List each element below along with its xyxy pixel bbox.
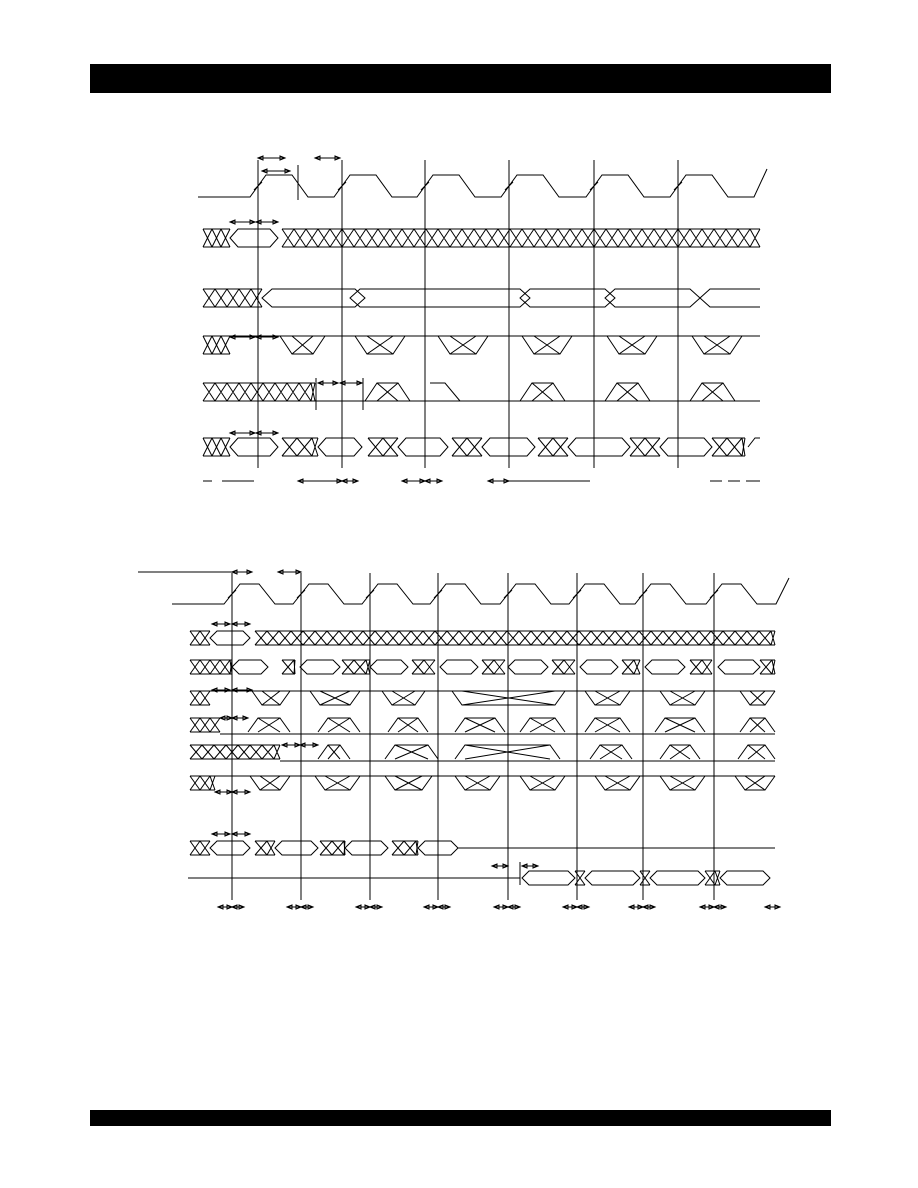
- row6-dontcare-4: [452, 438, 482, 456]
- r8-valid-0: [522, 871, 575, 885]
- r5-pulse-1-hatch: [395, 745, 428, 759]
- r4-pulse-6-hatch: [665, 718, 695, 732]
- r8-valid-1: [585, 871, 640, 885]
- r1-dontcare-b: [255, 631, 775, 645]
- r5-pulse-4-hatch: [670, 745, 690, 759]
- r6-pulse-5-hatch: [605, 776, 630, 790]
- row5-pulse-2-hatch: [617, 383, 638, 401]
- r3-pulse-0-hatch: [262, 691, 280, 705]
- r4-pulse-5-hatch: [595, 718, 620, 732]
- row5-pulse-0-hatch: [377, 383, 398, 401]
- row2-valid: [230, 229, 278, 247]
- r2-valid-8: [508, 660, 548, 674]
- r4-pulse-1-hatch: [328, 718, 350, 732]
- r3-pulse-5-hatch: [670, 691, 695, 705]
- r2-valid-2: [300, 660, 340, 674]
- row6-valid-3: [398, 438, 448, 456]
- row3-dontcare: [203, 289, 262, 307]
- r4-pulse-2-hatch: [398, 718, 418, 732]
- row6-valid-7: [568, 438, 630, 456]
- row5-pulse-3-hatch: [702, 383, 723, 401]
- row4-dontcare: [203, 336, 230, 354]
- row5-dontcare: [203, 383, 315, 401]
- r3-pulse-2-hatch: [392, 691, 415, 705]
- r6-dontcare: [190, 776, 215, 790]
- r2-valid-4: [370, 660, 408, 674]
- row6-valid: [230, 438, 278, 456]
- r8-dontcare-2: [705, 871, 720, 885]
- row4-pulse-0-hatch: [292, 336, 313, 354]
- r1-valid: [210, 631, 250, 645]
- r2-dontcare-9: [552, 660, 575, 674]
- r2-valid-10: [580, 660, 618, 674]
- r2-valid-6: [440, 660, 478, 674]
- row6-dontcare-0: [282, 438, 318, 456]
- r8-valid-2: [650, 871, 705, 885]
- r3-pulse-6-hatch: [750, 691, 765, 705]
- row3-tail: [700, 289, 760, 307]
- r2-dontcare-3: [342, 660, 370, 674]
- r2-valid-12: [645, 660, 685, 674]
- row6-valid-1: [318, 438, 362, 456]
- r7-dontcare-a: [190, 841, 210, 855]
- r2-dontcare: [190, 660, 232, 674]
- r6-pulse-3-hatch: [465, 776, 490, 790]
- row4-pulse-1-hatch: [367, 336, 393, 354]
- row5-pulse-1-hatch: [532, 383, 553, 401]
- r3-dontcare: [190, 691, 210, 705]
- r8-dontcare-1: [640, 871, 650, 885]
- row2-dontcare-b: [282, 229, 760, 247]
- row4-pulse-4-hatch: [619, 336, 645, 354]
- row6-valid-9: [660, 438, 712, 456]
- r6-pulse-2-hatch: [395, 776, 422, 790]
- r6-pulse-1-hatch: [325, 776, 350, 790]
- clock-signal: [172, 578, 789, 604]
- row5-edge: [430, 383, 460, 401]
- r2-valid-0: [232, 660, 268, 674]
- r6-pulse-6-hatch: [670, 776, 695, 790]
- row4-pulse-3-hatch: [534, 336, 560, 354]
- r3-pulse-4-hatch: [595, 691, 620, 705]
- r2-dontcare-1: [282, 660, 295, 674]
- row6-tail: [748, 438, 760, 447]
- r7-dontcare-0: [255, 841, 275, 855]
- r5-pulse-0-hatch: [328, 745, 340, 759]
- timing-diagram-1: [198, 156, 767, 483]
- r5-dontcare: [190, 745, 280, 759]
- r2-dontcare-11: [622, 660, 640, 674]
- r1-dontcare-a: [190, 631, 210, 645]
- row6-dontcare-6: [538, 438, 568, 456]
- r7-dontcare-2: [320, 841, 345, 855]
- r2-dontcare-15: [760, 660, 775, 674]
- timing-diagram-2: [138, 570, 789, 909]
- r4-pulse-4-hatch: [530, 718, 555, 732]
- r6-pulse-0-hatch: [260, 776, 280, 790]
- row6-dontcare-2: [368, 438, 398, 456]
- row4-pulse-5-hatch: [704, 336, 730, 354]
- r4-dontcare: [190, 718, 220, 732]
- r2-dontcare-13: [690, 660, 712, 674]
- r7-valid: [210, 841, 250, 855]
- row6-dontcare-8: [630, 438, 660, 456]
- r6-pulse-4-hatch: [530, 776, 555, 790]
- row3-valid-4: [605, 289, 700, 307]
- r7-valid-3: [345, 841, 388, 855]
- r2-dontcare-7: [482, 660, 505, 674]
- r2-valid-14: [718, 660, 760, 674]
- r7-dontcare-4: [392, 841, 418, 855]
- r7-valid-1: [275, 841, 318, 855]
- r2-dontcare-5: [412, 660, 435, 674]
- row3-valid-2: [350, 289, 530, 307]
- r3-pulse-1-hatch: [320, 691, 350, 705]
- row2-dontcare-a: [203, 229, 230, 247]
- r4-pulse-7-hatch: [750, 718, 765, 732]
- r5-pulse-3-hatch: [600, 745, 622, 759]
- page-footer-bar: [90, 1110, 831, 1126]
- row6-dontcare: [203, 438, 230, 456]
- r4-pulse-3-hatch: [465, 718, 495, 732]
- row3-valid-3: [520, 289, 615, 307]
- r4-pulse-0-hatch: [258, 718, 280, 732]
- r5-pulse-5-hatch: [748, 745, 765, 759]
- row6-dontcare-10: [712, 438, 745, 456]
- r8-valid-3: [720, 871, 770, 885]
- r6-pulse-7-hatch: [745, 776, 765, 790]
- row4-pulse-2-hatch: [450, 336, 476, 354]
